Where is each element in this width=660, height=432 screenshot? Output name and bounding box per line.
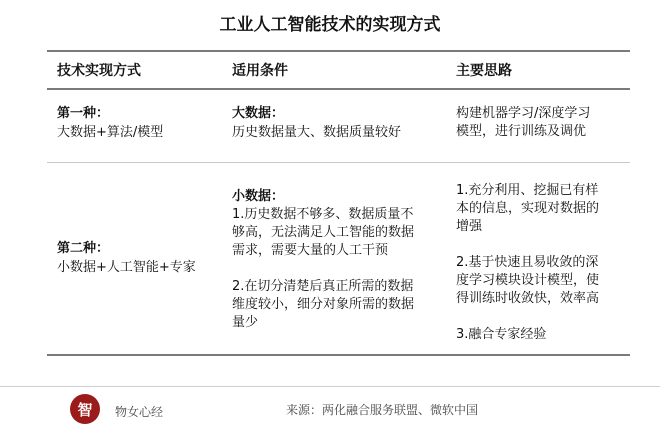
header-method: 技术实现方式 [57, 63, 141, 79]
row2-condition-title: 小数据： [232, 189, 285, 204]
row2-condition-line: 2.在切分清楚后真正所需的数据 [232, 279, 414, 294]
row2-condition-line: 需求，需要大量的人工干预 [232, 243, 389, 258]
row1-approach-line: 构建机器学习/深度学习 [456, 106, 591, 121]
row2-condition [232, 206, 414, 332]
brand-name: 物女心经 [115, 405, 164, 419]
row1-approach [456, 105, 590, 141]
row1-condition-desc: 历史数据量大、数据质量较好 [232, 125, 402, 140]
row1-method-desc: 大数据+算法/模型 [57, 125, 164, 140]
row1-condition-title: 大数据： [232, 106, 285, 121]
header-approach: 主要思路 [456, 63, 512, 79]
row2-condition-line: 1.历史数据不够多、数据质量不 [232, 207, 414, 222]
row2-approach-line: 增强 [456, 219, 483, 234]
row2-condition-spacer [232, 260, 414, 278]
page-title: 工业人工智能技术的实现方式 [219, 15, 441, 35]
row2-approach-line: 得训练时收敛快，效率高 [456, 291, 600, 306]
row2-condition-line: 够高，无法满足人工智能的数据 [232, 225, 415, 240]
row2-condition-line: 量少 [232, 315, 259, 330]
row2-approach-spacer [456, 308, 599, 326]
footer-divider [0, 386, 660, 387]
row2-approach-line: 2.基于快速且易收敛的深 [456, 255, 599, 270]
header-condition: 适用条件 [232, 63, 288, 79]
row1-approach-line: 模型，进行训练及调优 [456, 124, 587, 139]
row2-method-title: 第二种： [57, 241, 110, 256]
row2-condition-line: 维度较小，细分对象所需的数据 [232, 297, 415, 312]
brand-logo: 智 [70, 394, 100, 424]
row2-approach-line: 本的信息，实现对数据的 [456, 201, 600, 216]
header-bottom-border [47, 88, 630, 90]
row1-method-title: 第一种： [57, 106, 110, 121]
row2-approach-line: 度学习模块设计模型，使 [456, 273, 600, 288]
table-bottom-border [47, 354, 630, 356]
row2-approach-spacer [456, 236, 599, 254]
row2-approach [456, 182, 599, 344]
row2-method-desc: 小数据+人工智能+专家 [57, 260, 196, 275]
row2-approach-line: 3.融合专家经验 [456, 327, 547, 342]
table-top-border [47, 50, 630, 52]
source-credit: 来源：两化融合服务联盟、微软中国 [286, 403, 479, 417]
row2-approach-line: 1.充分利用、挖掘已有样 [456, 183, 599, 198]
row1-bottom-border [47, 162, 630, 163]
